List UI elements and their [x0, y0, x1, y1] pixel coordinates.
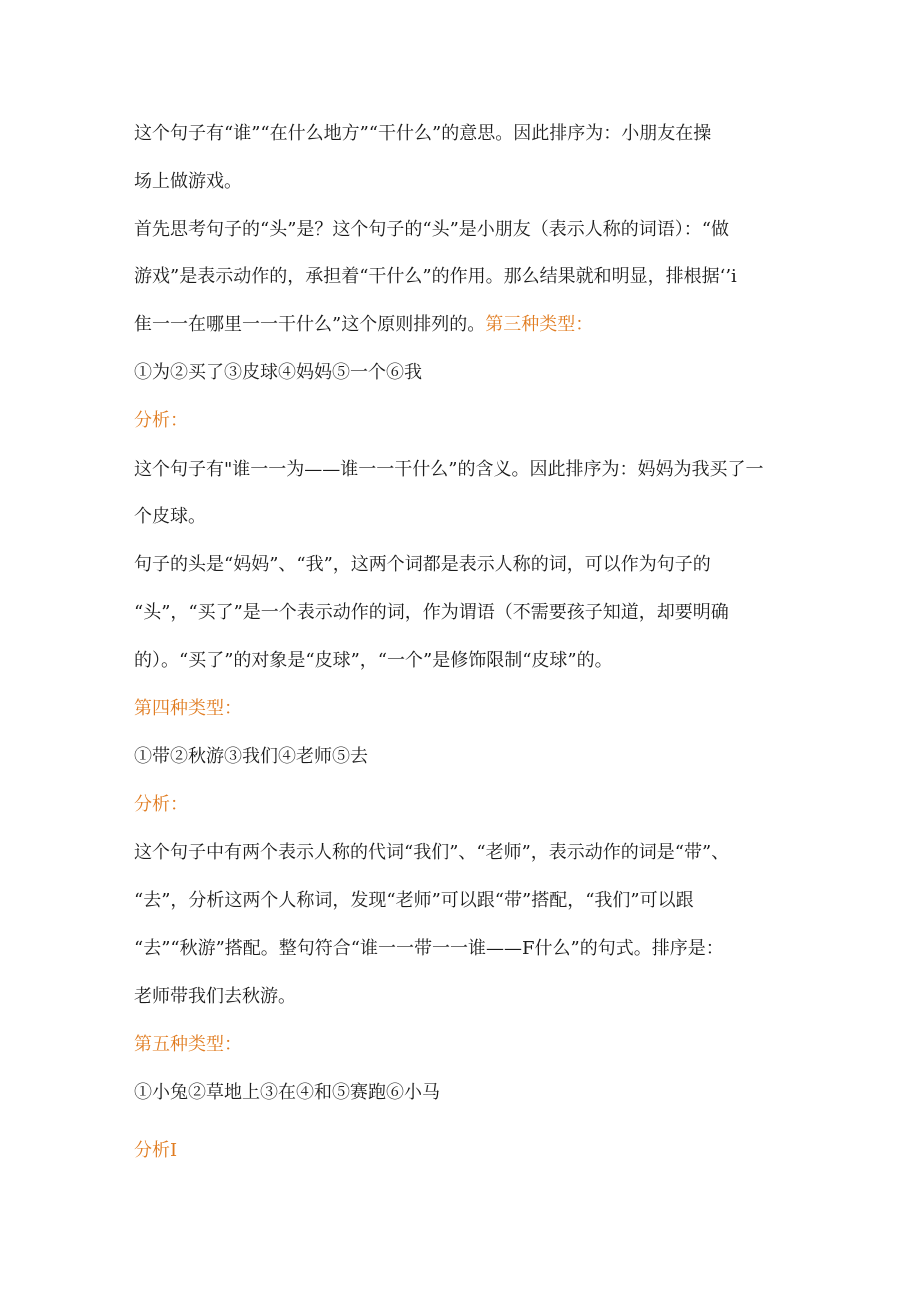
body-line-17: “去”，分析这两个人称词，发现“老师”可以跟“带”搭配，“我们”可以跟 [134, 890, 694, 911]
body-line-19: 老师带我们去秋游。 [134, 986, 296, 1007]
word-list-type-5: ①小兔②草地上③在④和⑤赛跑⑥小马 [134, 1082, 440, 1103]
body-line-12: 的）。“买了”的对象是“皮球”，“一个”是修饰限制“皮球”的。 [134, 650, 613, 671]
body-line-8: 这个句子有"谁一一为——谁一一干什么”的含义。因此排序为：妈妈为我买了一 [134, 459, 764, 480]
body-line-1: 这个句子有“谁”“在什么地方”“干什么”的意思。因此排序为：小朋友在操 [134, 123, 712, 144]
body-line-11: “头”，“买了”是一个表示动作的词，作为谓语（不需要孩子知道，却要明确 [134, 602, 729, 623]
body-line-9: 个皮球。 [134, 506, 206, 527]
word-list-type-3: ①为②买了③皮球④妈妈⑤一个⑥我 [134, 362, 422, 383]
body-line-5-text: 隹一一在哪里一一干什么”这个原则排列的。 [134, 314, 486, 335]
body-line-5 [134, 313, 593, 337]
analysis-label-3: 分析I [134, 1140, 178, 1161]
body-line-3: 首先思考句子的“头”是？这个句子的“头”是小朋友（表示人称的词语）：“做 [134, 219, 730, 240]
body-line-2: 场上做游戏。 [134, 171, 242, 192]
analysis-label-2: 分析： [134, 794, 188, 815]
body-line-18: “去”“秋游”搭配。整句符合“谁一一带一一谁——F什么”的句式。排序是： [134, 938, 724, 959]
section-heading-type-5: 第五种类型： [134, 1034, 242, 1055]
section-heading-type-3: 第三种类型： [485, 314, 594, 335]
body-line-16: 这个句子中有两个表示人称的代词“我们”、“老师”，表示动作的词是“带”、 [134, 842, 730, 863]
section-heading-type-4: 第四种类型： [134, 698, 242, 719]
body-line-4: 游戏”是表示动作的，承担着“干什么”的作用。那么结果就和明显，排根据‘’i [134, 266, 737, 287]
word-list-type-4: ①带②秋游③我们④老师⑤去 [134, 746, 368, 767]
body-line-10: 句子的头是“妈妈”、“我”，这两个词都是表示人称的词，可以作为句子的 [134, 554, 711, 575]
analysis-label-1: 分析： [134, 410, 188, 431]
